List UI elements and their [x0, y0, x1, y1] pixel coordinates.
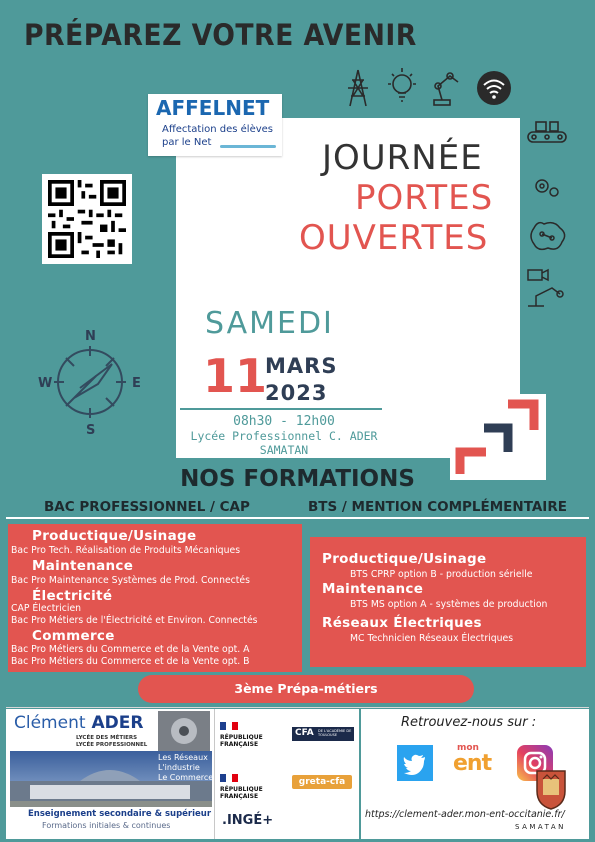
robot-arm-icon: [434, 73, 458, 105]
left-item: Bac Pro Métiers du Commerce et de la Vente opt. A: [11, 644, 250, 655]
event-year: 2023: [265, 381, 328, 405]
footer-top-line: [6, 707, 589, 708]
camera-arm-icon: [528, 270, 563, 306]
footer-separator: [214, 709, 215, 839]
footer-social-panel: [361, 709, 589, 839]
french-flag-icon: [220, 774, 238, 782]
right-item: BTS CPRP option B - production sérielle: [350, 569, 533, 580]
republique-francaise-logo-2: [220, 767, 280, 800]
ent-mon: mon: [457, 743, 479, 753]
cfa-label: CFA: [295, 728, 314, 738]
compass-s: S: [86, 423, 96, 438]
event-title-line3: OUVERTES: [299, 218, 489, 258]
school-tagline2: Formations initiales & continues: [42, 821, 171, 830]
left-item: Bac Pro Métiers de l'Électricité et Environ. Connectés: [11, 615, 258, 626]
school-name: [14, 713, 143, 733]
samatan-label: SAMATAN: [515, 823, 566, 831]
left-item: Bac Pro Tech. Réalisation de Produits Mécaniques: [11, 545, 241, 556]
republique-francaise-logo-1: [220, 715, 280, 748]
right-column-header: BTS / MENTION COMPLÉMENTAIRE: [308, 499, 567, 515]
rf2-line2: FRANÇAISE: [220, 793, 259, 800]
cfa-sub: DE L'ACADÉMIE DE TOULOUSE: [318, 729, 352, 737]
right-item: BTS MS option A - systèmes de production: [350, 599, 548, 610]
industry-icons-row: [340, 66, 520, 110]
photo-label-2: L'industrie: [158, 763, 200, 772]
compass-n: N: [85, 329, 96, 344]
compass-icon: [38, 326, 142, 438]
qr-code[interactable]: [42, 174, 132, 264]
left-heading-2: Maintenance: [32, 558, 134, 574]
ingeplus-logo: .INGÉ+: [222, 813, 274, 828]
lightbulb-icon: [388, 68, 416, 101]
compass-w: W: [38, 376, 53, 391]
formations-title: NOS FORMATIONS: [180, 466, 415, 492]
conveyor-icon: [528, 122, 566, 142]
find-us-label: Retrouvez-nous sur :: [401, 715, 537, 730]
affelnet-title: AFFELNET: [156, 96, 270, 120]
website-url[interactable]: https://clement-ader.mon-ent-occitanie.fr/: [365, 809, 565, 820]
date-divider: [180, 408, 382, 410]
compass-e: E: [132, 376, 141, 391]
event-city: SAMATAN: [259, 443, 309, 457]
power-pylon-icon: [348, 70, 368, 106]
rf1-line2: FRANÇAISE: [220, 741, 259, 748]
greta-cfa-logo: greta-cfa: [292, 775, 352, 789]
left-column-header: BAC PROFESSIONNEL / CAP: [44, 499, 250, 515]
right-heading-2: Maintenance: [322, 581, 424, 597]
left-item: Bac Pro Maintenance Systèmes de Prod. Connectés: [11, 575, 250, 586]
photo-label-1: Les Réseaux: [158, 753, 208, 762]
school-tagline1: Enseignement secondaire & supérieur: [28, 809, 212, 819]
photo-label-3: Le Commerce: [158, 773, 214, 782]
school-sub1: LYCÉE DES MÉTIERS: [76, 735, 138, 741]
french-flag-icon: [220, 722, 238, 730]
right-item: MC Technicien Réseaux Électriques: [350, 633, 514, 644]
gear-photo-icon: [158, 711, 210, 751]
affelnet-swoosh: [220, 145, 276, 148]
prepa-metiers-pill: 3ème Prépa-métiers: [138, 675, 474, 703]
network-brain-icon: [531, 223, 565, 250]
event-hours: 08h30 - 12h00: [233, 414, 335, 429]
event-day: SAMEDI: [205, 306, 334, 341]
industry-icons-column: [522, 118, 572, 318]
left-heading-3: Électricité: [32, 588, 113, 604]
twitter-icon[interactable]: [397, 745, 433, 781]
footer-partners-panel: [6, 709, 359, 839]
formations-divider: [6, 517, 589, 519]
left-heading-1: Productique/Usinage: [32, 528, 197, 544]
left-heading-4: Commerce: [32, 628, 115, 644]
affelnet-logo: [148, 94, 282, 156]
event-month: MARS: [265, 354, 338, 378]
rf2-line1: RÉPUBLIQUE: [220, 786, 263, 793]
mon-ent-logo[interactable]: [453, 743, 493, 783]
event-title-line2: PORTES: [355, 178, 494, 218]
school-last-name: ADER: [91, 713, 144, 733]
page-headline: PRÉPAREZ VOTRE AVENIR: [24, 18, 417, 52]
event-date-number: 11: [203, 349, 268, 403]
rf1-line1: RÉPUBLIQUE: [220, 734, 263, 741]
cfa-logo: [292, 727, 354, 741]
event-title-line1: JOURNÉE: [322, 138, 483, 178]
bac-cap-box: [8, 524, 302, 672]
school-sub2: LYCÉE PROFESSIONNEL: [76, 742, 148, 748]
left-item: CAP Électricien: [11, 603, 82, 614]
affelnet-line2: par le Net: [162, 137, 212, 148]
ent-label: ent: [453, 751, 492, 776]
samatan-crest-icon: [531, 767, 571, 811]
right-heading-1: Productique/Usinage: [322, 551, 487, 567]
wifi-icon: [477, 71, 511, 105]
bts-mc-box: [310, 537, 586, 667]
right-heading-3: Réseaux Électriques: [322, 615, 482, 631]
qr-code-icon: [48, 180, 126, 258]
event-venue: Lycée Professionnel C. ADER: [190, 429, 378, 443]
left-item: Bac Pro Métiers du Commerce et de la Vente opt. B: [11, 656, 250, 667]
school-first-name: Clément: [14, 713, 86, 733]
gears-icon: [536, 180, 558, 196]
affelnet-line1: Affectation des élèves: [162, 124, 274, 135]
